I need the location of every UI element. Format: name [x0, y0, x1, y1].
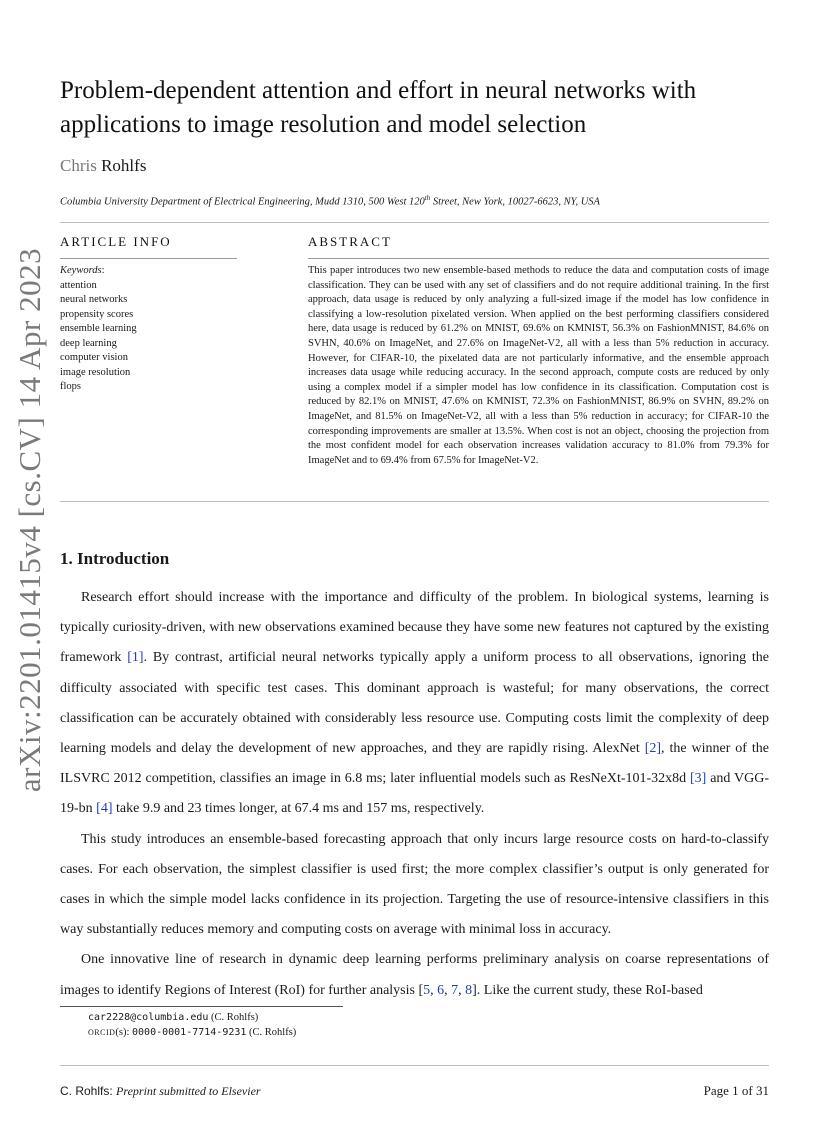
keyword-item: attention: [60, 279, 97, 291]
footnotes: [88, 1010, 296, 1040]
footnote-email: [88, 1010, 296, 1025]
text-run: take 9.9 and 23 times longer, at 67.4 ms and 157 ms, respectively.: [112, 801, 485, 817]
text-run: ,: [458, 982, 466, 998]
arxiv-stamp: [2, 247, 58, 793]
citation-link[interactable]: 6: [437, 982, 445, 998]
text-run: ]. Like the current study, these RoI-based: [472, 982, 703, 998]
affiliation: [60, 194, 780, 208]
keyword-item: neural networks: [60, 294, 128, 305]
keyword-item: computer vision: [60, 352, 128, 363]
keyword-item: ensemble learning: [60, 323, 137, 334]
text-run: Research effort should increase with the importance and difficulty of the problem. In biological systems, learning is typically curiosity-driven, with new observations examined because they have some new features not captured by the existing framework: [60, 590, 769, 666]
text-run: ,: [444, 982, 452, 998]
text-run: and VGG-19-bn: [60, 771, 769, 817]
article-info-rule: [60, 258, 237, 259]
text-run: , the winner of the ILSVRC 2012 competition, classifies an image in 6.8 ms; later influential models such as ResNeXt-101-32x8d: [60, 741, 769, 787]
text-run: :: [109, 1084, 117, 1098]
paper-title: Problem-dependent attention and effort in neural networks with applications to image resolution and model selection: [60, 77, 697, 138]
orcid-label: ORCID: [88, 1028, 116, 1037]
citation-link[interactable]: [2]: [644, 741, 662, 757]
citation-link[interactable]: [4]: [96, 801, 113, 817]
abstract-text: This paper introduces two new ensemble-based methods to reduce the data and computation costs of image classification. They can be used with any set of classifiers and do not require additional training. In the first approach, data usage is reduced by only analyzing a full-sized image if the model has low confidence in classifying a low-resolution pixelated version. When applied on the best performing classifiers considered here, data usage is reduced by 61.2% on MNIST, 69.6% on KMNIST, 56.3% on FashionMNIST, 84.6% on SVHN, 40.6% on ImageNet, and 27.6% on ImageNet-V2, all with a less than 5% reduction in accuracy. However, for CIFAR-10, the pixelated data are not particularly informative, and the ensemble approach increases data usage while reducing accuracy. In the second approach, compute costs are reduced by only using a complex model if a simpler model has low confidence in its classification. Computation cost is reduced by 82.1% on MNIST, 47.6% on KMNIST, 72.3% on FashionMNIST, 86.9% on SVHN, 89.2% on ImageNet, and 81.5% on ImageNet-V2, all with a less than 5% reduction in accuracy; for CIFAR-10 the corresponding improvements are smaller at 13.5%. When cost is not an object, choosing the projection from the most confident model for each observation increases validation accuracy to 81.0% from 79.3% for ImageNet and to 69.4% from 67.5% for ImageNet-V2.: [308, 265, 769, 466]
affiliation-sup: th: [424, 194, 431, 202]
keyword-item: flops: [60, 381, 81, 392]
text-run: . By contrast, artificial neural networks typically apply a uniform process to all observations, ignoring the difficulty associated with specific test cases. This dominant approach is wasteful; for many observations, the correct classification can be accurately obtained with considerably less resource use. Computing costs limit the complexity of deep learning models and delay the development of new approaches, and they are rapidly rising. AlexNet: [60, 650, 769, 757]
email-link[interactable]: car2228@columbia.edu: [88, 1012, 209, 1023]
abstract-rule: [308, 258, 769, 259]
introduction-body: [60, 583, 769, 1006]
keywords-block: Keywords: attention neural networks propensity scores ensemble learning deep learning computer vision image resolution flops: [60, 264, 240, 395]
affiliation-rest: Street, New York, 10027-6623, NY, USA: [430, 196, 600, 208]
citation-link[interactable]: 7: [451, 982, 459, 998]
footer-note: Preprint submitted to Elsevier: [116, 1084, 261, 1098]
abstract-heading: ABSTRACT: [308, 234, 392, 249]
orcid-link[interactable]: 0000-0001-7714-9231: [132, 1027, 247, 1038]
keywords-label: Keywords: [60, 265, 102, 276]
text-run: One innovative line of research in dynamic deep learning performs preliminary analysis on coarse representations of images to identify Regions of Interest (RoI) for further analysis [: [60, 952, 769, 998]
author-last-name: Rohlfs: [101, 156, 147, 175]
paragraph-1: [60, 583, 769, 825]
footer-rule: [60, 1065, 769, 1066]
citation-link[interactable]: 5: [423, 982, 431, 998]
divider-top: [60, 222, 769, 223]
author-line: [60, 156, 146, 176]
text-run: (s):: [115, 1027, 133, 1038]
footer-left: [60, 1084, 261, 1099]
author-first-name: Chris: [60, 156, 97, 175]
footer-author: C. Rohlfs: [60, 1084, 110, 1098]
section-heading-introduction: 1. Introduction: [60, 549, 170, 568]
arxiv-stamp-text: arXiv:2201.01415v4 [cs.CV] 14 Apr 2023: [12, 247, 48, 793]
keyword-item: deep learning: [60, 337, 117, 349]
text-run: (C. Rohlfs): [208, 1012, 259, 1023]
divider-abstract-bottom: [60, 501, 769, 502]
citation-link[interactable]: 8: [465, 982, 473, 998]
citation-link[interactable]: [3]: [690, 771, 707, 787]
keyword-item: propensity scores: [60, 308, 134, 320]
keyword-item: image resolution: [60, 366, 131, 378]
footnote-orcid: [88, 1025, 296, 1040]
text-run: (C. Rohlfs): [246, 1027, 297, 1038]
text-run: ,: [430, 982, 438, 998]
paragraph-2: This study introduces an ensemble-based forecasting approach that only incurs large resource costs on hard-to-classify cases. For each observation, the simplest classifier is used first; the more complex classifier’s output is only generated for cases in which the simple model lacks confidence in its projection. Targeting the use of resource-intensive classifiers in this way substantially reduces memory and computing costs on average with minimal loss in accuracy.: [60, 831, 769, 938]
footnote-rule: [60, 1006, 343, 1007]
affiliation-main: Columbia University Department of Electrical Engineering, Mudd 1310, 500 West 120: [60, 196, 425, 208]
article-info-heading: ARTICLE INFO: [60, 234, 172, 249]
paragraph-3: [60, 945, 769, 1005]
page-number: Page 1 of 31: [703, 1083, 769, 1098]
citation-link[interactable]: [1]: [127, 650, 144, 666]
